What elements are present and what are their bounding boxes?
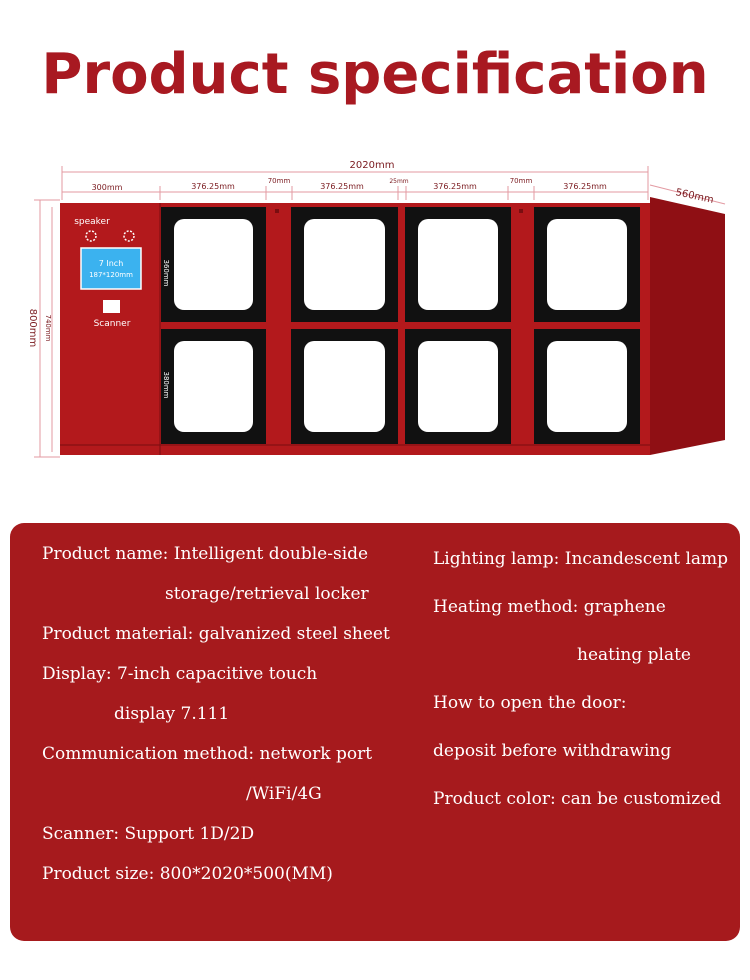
spec-line: Heating method: graphene	[433, 597, 666, 617]
spec-line: Scanner: Support 1D/2D	[42, 824, 255, 844]
spec-line: storage/retrieval locker	[165, 584, 369, 604]
indicator-light	[519, 209, 523, 213]
segment-label: 376.25mm	[433, 182, 477, 191]
speaker-label: speaker	[74, 217, 110, 227]
compartment-window	[418, 341, 498, 432]
cell-height-label: 380mm	[162, 371, 170, 399]
spec-line: Display: 7-inch capacitive touch	[42, 664, 318, 684]
spec-line: Product material: galvanized steel sheet	[42, 624, 390, 644]
compartment-window	[304, 341, 385, 432]
spec-line: Product name: Intelligent double-side	[42, 544, 369, 564]
depth-label: 560mm	[674, 187, 715, 206]
spec-line: heating plate	[577, 645, 691, 665]
page-title: Product specification	[41, 42, 709, 107]
display-screen	[81, 248, 141, 289]
segment-label: 300mm	[91, 183, 123, 192]
compartment-window	[418, 219, 498, 310]
spec-line: Communication method: network port	[42, 744, 373, 764]
display-size-label: 7 Inch	[98, 259, 124, 268]
spec-line: Product color: can be customized	[433, 789, 722, 809]
segment-label: 25mm	[389, 178, 409, 185]
compartment-window	[174, 219, 253, 310]
spec-line: deposit before withdrawing	[433, 741, 672, 761]
display-dimension-label: 187*120mm	[89, 271, 133, 279]
segment-label: 70mm	[509, 177, 533, 185]
compartment-window	[547, 341, 627, 432]
spec-panel	[10, 523, 740, 941]
spec-line: /WiFi/4G	[246, 784, 322, 804]
compartment-window	[547, 219, 627, 310]
spec-line: Lighting lamp: Incandescent lamp	[433, 549, 729, 569]
segment-label: 376.25mm	[563, 182, 607, 191]
scanner-window	[103, 300, 120, 313]
spec-line: display 7.111	[114, 704, 230, 724]
locker-dimension-diagram	[0, 150, 750, 470]
locker-side-face	[650, 197, 725, 455]
compartment-window	[174, 341, 253, 432]
height-inner-label: 740mm	[44, 314, 52, 342]
spec-line: How to open the door:	[433, 693, 627, 713]
cell-height-label: 360mm	[162, 259, 170, 287]
height-total-label: 800mm	[27, 308, 38, 348]
total-width-label: 2020mm	[349, 160, 395, 171]
compartment-window	[304, 219, 385, 310]
indicator-light	[275, 209, 279, 213]
scanner-label: Scanner	[93, 319, 131, 329]
segment-label: 376.25mm	[191, 182, 235, 191]
spec-line: Product size: 800*2020*500(MM)	[42, 864, 333, 884]
segment-label: 70mm	[267, 177, 291, 185]
segment-label: 376.25mm	[320, 182, 364, 191]
